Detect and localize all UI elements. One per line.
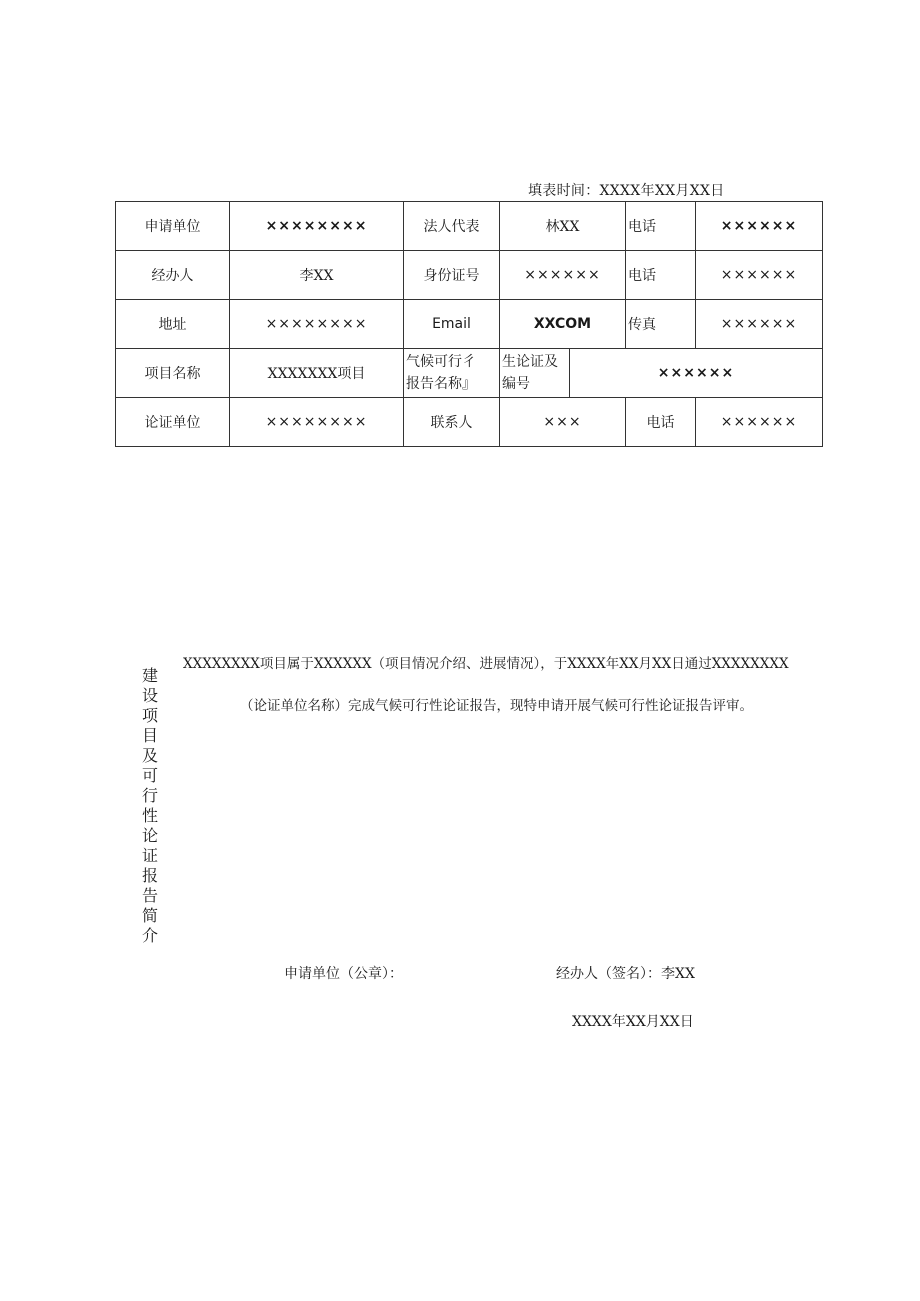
report-value: ×××××× xyxy=(570,349,823,398)
table-row xyxy=(116,300,823,349)
report-label-d: 编号 xyxy=(502,376,530,392)
project-label: 项目名称 xyxy=(116,349,230,398)
report-label-c: 生论证及 xyxy=(502,354,558,370)
signature-handler: 经办人（签名）：李XX xyxy=(556,966,695,982)
phone-label: 电话 xyxy=(626,398,696,447)
email-label: Email xyxy=(404,300,500,349)
phone-value: ×××××× xyxy=(696,251,823,300)
phone-label: 电话 xyxy=(626,251,696,300)
signature-date: XXXX年XX月XX日 xyxy=(572,1014,694,1030)
legal-rep-value: 林XX xyxy=(500,202,626,251)
contact-label: 联系人 xyxy=(404,398,500,447)
table-row xyxy=(116,251,823,300)
handler-label: 经办人 xyxy=(116,251,230,300)
phone-label: 电话 xyxy=(626,202,696,251)
id-label: 身份证号 xyxy=(404,251,500,300)
table-row xyxy=(116,398,823,447)
application-form-table xyxy=(115,201,823,447)
fax-label: 传真 xyxy=(626,300,696,349)
table-row xyxy=(116,202,823,251)
id-value: ×××××× xyxy=(500,251,626,300)
cert-unit-value: ×××××××× xyxy=(230,398,404,447)
section-title: 建设项目及可行性论证报告简介 xyxy=(141,666,158,945)
email-value: XXCOM xyxy=(500,300,626,349)
report-label-left xyxy=(404,349,500,398)
project-value: XXXXXXX项目 xyxy=(230,349,404,398)
report-label-a: 气候可行彳 xyxy=(406,354,476,370)
address-value: ×××××××× xyxy=(230,300,404,349)
report-label-right xyxy=(500,349,570,398)
address-label: 地址 xyxy=(116,300,230,349)
applicant-label: 申请单位 xyxy=(116,202,230,251)
legal-rep-label: 法人代表 xyxy=(404,202,500,251)
intro-line-1: XXXXXXXX项目属于XXXXXX（项目情况介绍、进展情况），于XXXX年XX月XX日通过XXXXXXXX xyxy=(183,656,789,672)
applicant-value: ×××××××× xyxy=(230,202,404,251)
phone-value: ×××××× xyxy=(696,398,823,447)
cert-unit-label: 论证单位 xyxy=(116,398,230,447)
intro-line-2: （论证单位名称）完成气候可行性论证报告，现特申请开展气候可行性论证报告评审。 xyxy=(240,698,753,714)
fax-value: ×××××× xyxy=(696,300,823,349)
report-label-b: 报告名称』 xyxy=(406,376,476,392)
fill-date: 填表时间：XXXX年XX月XX日 xyxy=(528,183,725,199)
handler-value: 李XX xyxy=(230,251,404,300)
signature-unit: 申请单位（公章）： xyxy=(284,966,403,982)
contact-value: ××× xyxy=(500,398,626,447)
table-row xyxy=(116,349,823,398)
phone-value: ×××××× xyxy=(696,202,823,251)
